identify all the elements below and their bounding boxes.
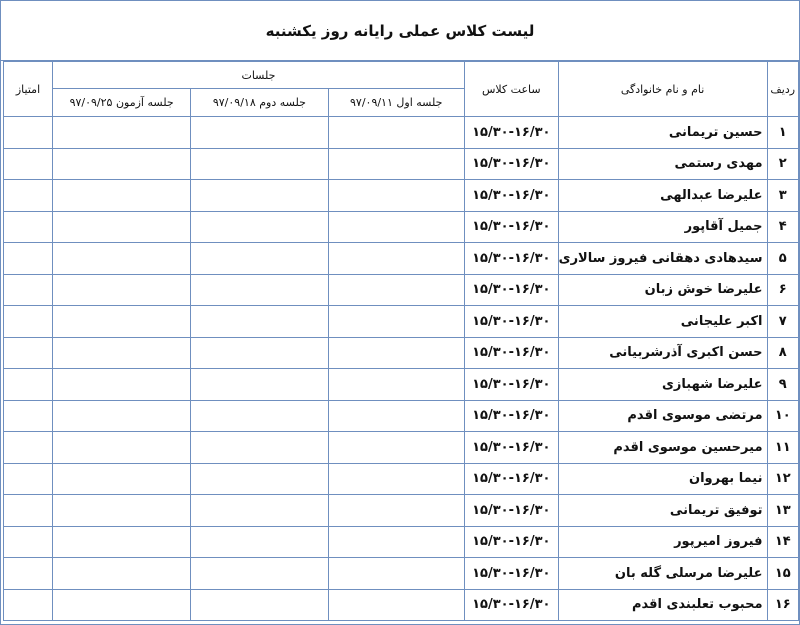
- header-session-2: جلسه دوم ۹۷/۰۹/۱۸: [191, 89, 328, 117]
- header-exam-session: جلسه آزمون ۹۷/۰۹/۲۵: [53, 89, 191, 117]
- class-time-cell: ۱۵/۳۰-۱۶/۳۰: [464, 337, 558, 369]
- exam-session-cell: [53, 432, 191, 464]
- table-row: [4, 558, 799, 590]
- student-name-cell: محبوب تعلبندی اقدم: [558, 589, 767, 621]
- session-2-cell: [191, 148, 328, 180]
- class-time-cell: ۱۵/۳۰-۱۶/۳۰: [464, 243, 558, 275]
- exam-session-cell: [53, 117, 191, 149]
- session-1-cell: [328, 463, 464, 495]
- score-cell: [4, 243, 53, 275]
- student-name-cell: علیرضا شهبازی: [558, 369, 767, 401]
- header-name: نام و نام خانوادگی: [558, 62, 767, 117]
- row-number-cell: ۱۶: [767, 589, 799, 621]
- student-name-cell: علیرضا عبدالهی: [558, 180, 767, 212]
- session-1-cell: [328, 526, 464, 558]
- table-row: [4, 211, 799, 243]
- score-cell: [4, 306, 53, 338]
- score-cell: [4, 148, 53, 180]
- class-time-cell: ۱۵/۳۰-۱۶/۳۰: [464, 148, 558, 180]
- session-1-cell: [328, 495, 464, 527]
- row-number-cell: ۹: [767, 369, 799, 401]
- header-score: امتیاز: [4, 62, 53, 117]
- session-1-cell: [328, 400, 464, 432]
- session-1-cell: [328, 274, 464, 306]
- table-row: [4, 243, 799, 275]
- session-2-cell: [191, 180, 328, 212]
- student-name-cell: فیروز امیرپور: [558, 526, 767, 558]
- student-name-cell: علیرضا خوش زبان: [558, 274, 767, 306]
- session-2-cell: [191, 211, 328, 243]
- row-number-cell: ۵: [767, 243, 799, 275]
- score-cell: [4, 558, 53, 590]
- class-time-cell: ۱۵/۳۰-۱۶/۳۰: [464, 495, 558, 527]
- student-name-cell: اکبر علیجانی: [558, 306, 767, 338]
- session-2-cell: [191, 526, 328, 558]
- score-cell: [4, 274, 53, 306]
- session-2-cell: [191, 495, 328, 527]
- table-row: [4, 526, 799, 558]
- session-2-cell: [191, 369, 328, 401]
- table-row: [4, 369, 799, 401]
- exam-session-cell: [53, 211, 191, 243]
- class-time-cell: ۱۵/۳۰-۱۶/۳۰: [464, 400, 558, 432]
- table-row: [4, 495, 799, 527]
- table-row: [4, 180, 799, 212]
- table-row: [4, 148, 799, 180]
- session-1-cell: [328, 148, 464, 180]
- class-time-cell: ۱۵/۳۰-۱۶/۳۰: [464, 180, 558, 212]
- attendance-table: [3, 61, 799, 621]
- row-number-cell: ۱: [767, 117, 799, 149]
- session-1-cell: [328, 369, 464, 401]
- row-number-cell: ۱۵: [767, 558, 799, 590]
- table-row: [4, 400, 799, 432]
- session-2-cell: [191, 117, 328, 149]
- row-number-cell: ۱۱: [767, 432, 799, 464]
- row-number-cell: ۱۲: [767, 463, 799, 495]
- class-time-cell: ۱۵/۳۰-۱۶/۳۰: [464, 526, 558, 558]
- student-name-cell: مرتضی موسوی اقدم: [558, 400, 767, 432]
- session-2-cell: [191, 243, 328, 275]
- exam-session-cell: [53, 369, 191, 401]
- header-class-time: ساعت کلاس: [464, 62, 558, 117]
- class-time-cell: ۱۵/۳۰-۱۶/۳۰: [464, 432, 558, 464]
- class-time-cell: ۱۵/۳۰-۱۶/۳۰: [464, 211, 558, 243]
- score-cell: [4, 211, 53, 243]
- row-number-cell: ۲: [767, 148, 799, 180]
- session-1-cell: [328, 337, 464, 369]
- score-cell: [4, 180, 53, 212]
- exam-session-cell: [53, 400, 191, 432]
- class-time-cell: ۱۵/۳۰-۱۶/۳۰: [464, 117, 558, 149]
- session-2-cell: [191, 463, 328, 495]
- student-name-cell: نیما بهروان: [558, 463, 767, 495]
- row-number-cell: ۱۴: [767, 526, 799, 558]
- session-1-cell: [328, 243, 464, 275]
- exam-session-cell: [53, 558, 191, 590]
- row-number-cell: ۷: [767, 306, 799, 338]
- exam-session-cell: [53, 274, 191, 306]
- score-cell: [4, 432, 53, 464]
- session-2-cell: [191, 274, 328, 306]
- row-number-cell: ۴: [767, 211, 799, 243]
- header-session-1: جلسه اول ۹۷/۰۹/۱۱: [328, 89, 464, 117]
- class-time-cell: ۱۵/۳۰-۱۶/۳۰: [464, 306, 558, 338]
- header-row-top: [4, 62, 799, 89]
- row-number-cell: ۶: [767, 274, 799, 306]
- table-row: [4, 274, 799, 306]
- score-cell: [4, 463, 53, 495]
- session-1-cell: [328, 558, 464, 590]
- score-cell: [4, 117, 53, 149]
- session-1-cell: [328, 180, 464, 212]
- student-name-cell: میرحسین موسوی اقدم: [558, 432, 767, 464]
- sheet-title: لیست کلاس عملی رایانه روز یکشنبه: [1, 1, 799, 61]
- class-time-cell: ۱۵/۳۰-۱۶/۳۰: [464, 589, 558, 621]
- student-name-cell: توفیق تریمانی: [558, 495, 767, 527]
- exam-session-cell: [53, 589, 191, 621]
- table-row: [4, 117, 799, 149]
- session-1-cell: [328, 432, 464, 464]
- exam-session-cell: [53, 337, 191, 369]
- session-2-cell: [191, 400, 328, 432]
- student-name-cell: علیرضا مرسلی گله بان: [558, 558, 767, 590]
- session-1-cell: [328, 117, 464, 149]
- student-name-cell: حسن اکبری آذرشربیانی: [558, 337, 767, 369]
- student-name-cell: حسین تریمانی: [558, 117, 767, 149]
- header-sessions-group: جلسات: [53, 62, 465, 89]
- exam-session-cell: [53, 306, 191, 338]
- score-cell: [4, 369, 53, 401]
- session-1-cell: [328, 211, 464, 243]
- session-2-cell: [191, 558, 328, 590]
- score-cell: [4, 526, 53, 558]
- class-time-cell: ۱۵/۳۰-۱۶/۳۰: [464, 558, 558, 590]
- table-row: [4, 589, 799, 621]
- exam-session-cell: [53, 148, 191, 180]
- session-2-cell: [191, 306, 328, 338]
- row-number-cell: ۱۰: [767, 400, 799, 432]
- session-1-cell: [328, 306, 464, 338]
- table-row: [4, 463, 799, 495]
- score-cell: [4, 589, 53, 621]
- row-number-cell: ۳: [767, 180, 799, 212]
- score-cell: [4, 495, 53, 527]
- session-2-cell: [191, 432, 328, 464]
- exam-session-cell: [53, 180, 191, 212]
- student-name-cell: مهدی رستمی: [558, 148, 767, 180]
- row-number-cell: ۱۳: [767, 495, 799, 527]
- score-cell: [4, 337, 53, 369]
- header-row-number: ردیف: [767, 62, 799, 117]
- session-2-cell: [191, 337, 328, 369]
- exam-session-cell: [53, 463, 191, 495]
- session-1-cell: [328, 589, 464, 621]
- score-cell: [4, 400, 53, 432]
- table-row: [4, 337, 799, 369]
- table-row: [4, 306, 799, 338]
- exam-session-cell: [53, 243, 191, 275]
- exam-session-cell: [53, 495, 191, 527]
- exam-session-cell: [53, 526, 191, 558]
- class-time-cell: ۱۵/۳۰-۱۶/۳۰: [464, 369, 558, 401]
- row-number-cell: ۸: [767, 337, 799, 369]
- session-2-cell: [191, 589, 328, 621]
- class-time-cell: ۱۵/۳۰-۱۶/۳۰: [464, 463, 558, 495]
- class-time-cell: ۱۵/۳۰-۱۶/۳۰: [464, 274, 558, 306]
- student-name-cell: جمیل آقاپور: [558, 211, 767, 243]
- student-name-cell: سیدهادی دهقانی فیروز سالاری: [558, 243, 767, 275]
- table-row: [4, 432, 799, 464]
